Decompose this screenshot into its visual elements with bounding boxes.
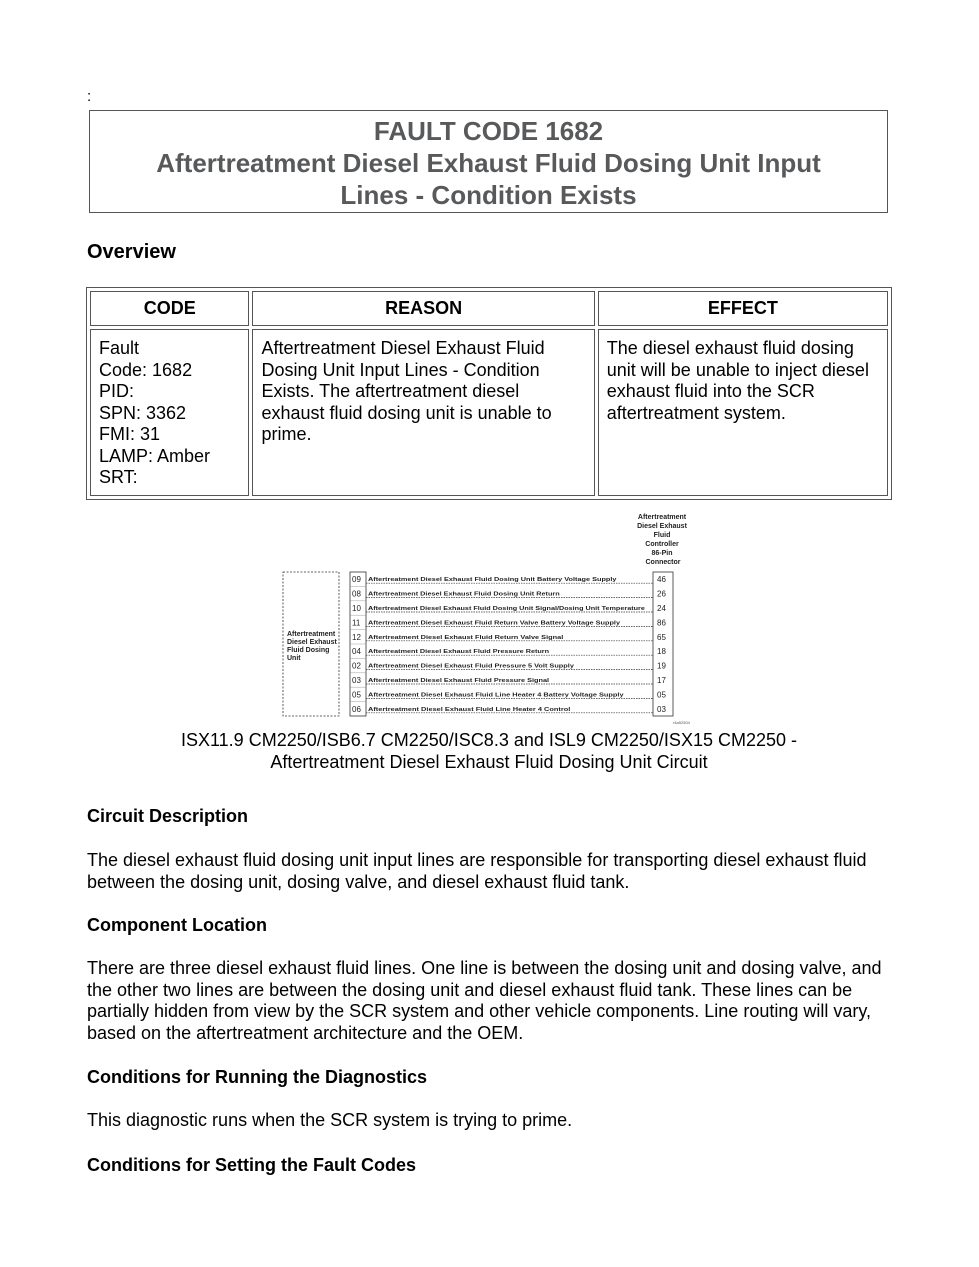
code-line: SRT: xyxy=(99,467,138,487)
figure-id: r4a52504 xyxy=(673,720,690,725)
right-pin-number: 17 xyxy=(657,676,666,685)
caption-line: Aftertreatment Diesel Exhaust Fluid Dosing Unit Circuit xyxy=(270,752,708,772)
wire-row xyxy=(350,630,666,642)
wire-label: Aftertreatment Diesel Exhaust Fluid Dosing Unit Signal/Dosing Unit Temperature xyxy=(368,606,645,612)
fault-code-title: FAULT CODE 1682 xyxy=(373,116,604,146)
circuit-description-heading: Circuit Description xyxy=(87,806,249,826)
wire-label: Aftertreatment Diesel Exhaust Fluid Dosing Unit Battery Voltage Supply xyxy=(368,577,618,584)
left-pin-number: 02 xyxy=(352,661,361,671)
right-pin-number: 24 xyxy=(657,604,666,613)
reason-cell: Aftertreatment Diesel Exhaust Fluid Dosing Unit Input Lines - Condition Exists. The aftertreatment diesel exhaust fluid dosing unit is unable to prime. xyxy=(252,329,594,496)
fault-code-description: Aftertreatment Diesel Exhaust Fluid Dosing Unit Input Lines - Condition Exists xyxy=(156,148,821,210)
wire-label: Aftertreatment Diesel Exhaust Fluid Pressure 5 Volt Supply xyxy=(368,663,576,670)
left-pin-number: 09 xyxy=(352,575,361,585)
running-conditions-heading: Conditions for Running the Diagnostics xyxy=(87,1067,427,1087)
title-box xyxy=(89,110,888,213)
setting-conditions-heading: Conditions for Setting the Fault Codes xyxy=(87,1155,416,1175)
caption-line: ISX11.9 CM2250/ISB6.7 CM2250/ISC8.3 and ISL9 CM2250/ISX15 CM2250 - xyxy=(180,730,798,750)
right-pin-number: 19 xyxy=(657,661,666,671)
wire-label: Aftertreatment Diesel Exhaust Fluid Line Heater 4 Battery Voltage Supply xyxy=(368,692,625,699)
header-code: CODE xyxy=(90,291,249,326)
right-pin-number: 26 xyxy=(657,589,666,599)
left-pin-number: 04 xyxy=(352,647,361,657)
component-location-heading: Component Location xyxy=(87,915,267,935)
table-row xyxy=(90,329,888,496)
wire-label: Aftertreatment Diesel Exhaust Fluid Return Valve Battery Voltage Supply xyxy=(368,620,622,627)
wire-row xyxy=(350,658,666,670)
running-conditions-text: This diagnostic runs when the SCR system is trying to prime. xyxy=(87,1110,573,1130)
left-pin-number: 11 xyxy=(352,618,361,628)
wire-label: Aftertreatment Diesel Exhaust Fluid Dosing Unit Return xyxy=(368,591,561,598)
overview-heading: Overview xyxy=(87,241,176,263)
wiring-diagram xyxy=(280,510,700,728)
left-pin-number: 12 xyxy=(352,632,361,642)
effect-cell: The diesel exhaust fluid dosing unit will be unable to inject diesel exhaust fluid into the SCR aftertreatment system. xyxy=(598,329,888,496)
code-line: PID: xyxy=(99,381,135,401)
overview-table xyxy=(86,287,892,500)
wire-row xyxy=(350,601,666,613)
code-line: LAMP: Amber xyxy=(99,445,211,466)
controller-connector-label: Aftertreatment Diesel Exhaust Fluid Controller 86-Pin Connector xyxy=(637,514,687,566)
right-pin-number: 46 xyxy=(657,575,666,585)
left-pin-number: 03 xyxy=(352,676,361,685)
wire-group xyxy=(350,575,666,714)
right-pin-number: 18 xyxy=(657,647,666,657)
dosing-unit-label: Aftertreatment Diesel Exhaust Fluid Dosing Unit xyxy=(287,631,337,662)
wire-label: Aftertreatment Diesel Exhaust Fluid Pressure Signal xyxy=(368,678,550,684)
wire-row xyxy=(352,575,666,584)
component-location-text: There are three diesel exhaust fluid lines. One line is between the dosing unit and dosing valve, and the other two lines are between the dosing unit and diesel exhaust fluid tank. These lines can be partially hidden from view by the SCR system and other vehicle components. Line routing will vary, based on the aftertreatment architecture and the OEM. xyxy=(87,958,882,1043)
circuit-description-text: The diesel exhaust fluid dosing unit input lines are responsible for transporting diesel exhaust fluid between the dosing unit, dosing valve, and diesel exhaust fluid tank. xyxy=(87,850,867,892)
wire-row xyxy=(350,702,666,714)
wire-label: Aftertreatment Diesel Exhaust Fluid Line Heater 4 Control xyxy=(368,706,571,713)
wire-row xyxy=(350,687,666,699)
wire-row xyxy=(350,615,666,627)
header-effect: EFFECT xyxy=(598,291,888,326)
left-pin-number: 06 xyxy=(352,704,361,714)
table-header-row xyxy=(90,291,888,326)
header-reason: REASON xyxy=(252,291,594,326)
code-line: FMI: 31 xyxy=(99,424,161,444)
left-pin-number: 05 xyxy=(352,690,361,700)
page-marker: : xyxy=(87,88,92,105)
wire-row xyxy=(350,644,666,656)
left-pin-number: 10 xyxy=(352,604,361,613)
code-line: Fault xyxy=(99,338,140,358)
right-pin-number: 86 xyxy=(657,618,666,628)
diagram-caption xyxy=(87,729,891,773)
right-pin-number: 05 xyxy=(657,690,666,700)
code-line: SPN: 3362 xyxy=(99,402,187,423)
wire-label: Aftertreatment Diesel Exhaust Fluid Pressure Return xyxy=(368,649,550,656)
wire-row xyxy=(350,586,666,598)
wire-label: Aftertreatment Diesel Exhaust Fluid Return Valve Signal xyxy=(368,634,564,641)
code-cell xyxy=(90,329,249,496)
right-pin-number: 03 xyxy=(657,704,666,714)
right-pin-number: 65 xyxy=(657,632,666,642)
left-pin-number: 08 xyxy=(352,589,361,599)
code-line: Code: 1682 xyxy=(99,359,193,380)
wire-row xyxy=(350,673,666,685)
